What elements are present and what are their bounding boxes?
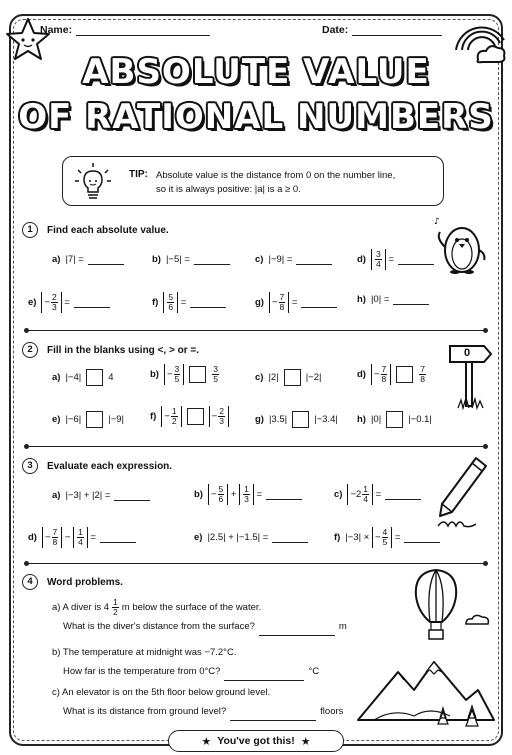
- denominator: 3: [244, 494, 249, 504]
- title-line1: ABSOLUTE VALUE: [82, 52, 430, 92]
- denominator: 5: [174, 374, 180, 384]
- numerator: 4: [382, 527, 388, 537]
- compare-box[interactable]: [86, 411, 103, 428]
- numerator: 5: [168, 292, 174, 302]
- s1-item-e: [28, 292, 110, 313]
- s2-item-d: [357, 364, 427, 385]
- numerator: 1: [113, 597, 118, 607]
- numerator: 1: [171, 406, 177, 416]
- equals: =: [394, 532, 401, 543]
- sign: −: [164, 411, 170, 422]
- hot-air-balloon-icon: [400, 566, 500, 646]
- section-divider: [26, 330, 486, 331]
- right-expr: 4: [108, 372, 114, 383]
- answer-blank[interactable]: [74, 298, 110, 308]
- sign: −: [44, 532, 51, 543]
- compare-box[interactable]: [86, 369, 103, 386]
- problem-text: m below the surface of the water.: [121, 602, 262, 613]
- problem-question: What is its distance from ground level?: [63, 706, 227, 717]
- denominator: 3: [52, 302, 57, 312]
- s1-item-b: [152, 254, 230, 265]
- item-label: f): [150, 411, 157, 422]
- section-number: 3: [22, 458, 38, 474]
- denominator: 6: [168, 302, 174, 312]
- denominator: 6: [218, 494, 224, 504]
- compare-box[interactable]: [292, 411, 309, 428]
- unit: m: [338, 621, 347, 632]
- operator: −: [64, 532, 71, 543]
- sign: −: [374, 532, 381, 543]
- unit: floors: [320, 706, 344, 717]
- left-expr: |3.5|: [268, 414, 288, 425]
- item-label: a): [52, 372, 61, 383]
- s1-item-a: [52, 254, 124, 265]
- pencil-icon: [430, 454, 492, 534]
- s3-item-f: [334, 527, 440, 548]
- section-number: 4: [22, 574, 38, 590]
- section-title: Evaluate each expression.: [47, 460, 173, 472]
- date-field[interactable]: [322, 24, 442, 36]
- s1-item-c: [255, 254, 332, 265]
- denominator: 8: [381, 374, 387, 384]
- s3-item-e: [194, 532, 308, 543]
- problem-question: What is the diver's distance from the surface?: [63, 621, 255, 632]
- item-expr: |0| =: [370, 294, 390, 305]
- denominator: 2: [171, 416, 177, 426]
- item-expr: |−3| + |2| =: [65, 490, 111, 501]
- denominator: 5: [213, 374, 218, 384]
- section-title: Word problems.: [47, 576, 123, 588]
- numerator: 1: [78, 527, 83, 537]
- name-label: Name:: [40, 24, 73, 36]
- answer-blank[interactable]: [230, 711, 316, 721]
- numerator: 7: [52, 527, 58, 537]
- section-number: 2: [22, 342, 38, 358]
- svg-text:♪: ♪: [434, 217, 440, 227]
- s2-item-g: [255, 411, 338, 428]
- answer-blank[interactable]: [272, 533, 308, 543]
- lightbulb-icon: [73, 161, 113, 203]
- s3-item-a: [52, 490, 150, 501]
- s3-item-d: [28, 527, 136, 548]
- compare-box[interactable]: [189, 366, 206, 383]
- numerator: 5: [218, 484, 224, 494]
- numerator: 3: [213, 364, 218, 374]
- name-line[interactable]: [76, 25, 210, 36]
- denominator: 8: [279, 302, 285, 312]
- item-label: a): [52, 490, 61, 501]
- item-label: g): [255, 297, 264, 308]
- tip-label: TIP:: [129, 169, 148, 180]
- item-label: g): [255, 414, 264, 425]
- problem-text: c) An elevator is on the 5th floor below ground level.: [52, 687, 271, 698]
- denominator: 5: [382, 537, 388, 547]
- unit: °C: [308, 666, 320, 677]
- numerator: 1: [363, 484, 369, 494]
- equals: =: [90, 532, 97, 543]
- compare-box[interactable]: [187, 408, 204, 425]
- equals: =: [180, 297, 187, 308]
- item-label: h): [357, 294, 366, 305]
- s2-item-b: [150, 364, 220, 385]
- item-label: f): [334, 532, 341, 543]
- left-expr: |−3| ×: [345, 532, 370, 543]
- item-label: h): [357, 414, 366, 425]
- equals: =: [388, 254, 394, 265]
- numerator: 7: [420, 364, 425, 374]
- numerator: 3: [174, 364, 180, 374]
- answer-blank[interactable]: [259, 626, 335, 636]
- answer-blank[interactable]: [224, 671, 304, 681]
- equals: =: [256, 489, 263, 500]
- answer-blank[interactable]: [88, 255, 124, 265]
- whole-number: −2: [350, 489, 362, 500]
- s3-item-b: [194, 484, 302, 505]
- answer-blank[interactable]: [393, 295, 429, 305]
- left-expr: |−4|: [65, 372, 82, 383]
- s2-item-h: [357, 411, 432, 428]
- numerator: 2: [219, 406, 224, 416]
- item-label: d): [357, 254, 366, 265]
- item-label: e): [28, 297, 37, 308]
- item-expr: |2.5| + |−1.5| =: [207, 532, 269, 543]
- sign: −: [210, 489, 217, 500]
- s2-item-e: [52, 411, 124, 428]
- answer-blank[interactable]: [100, 533, 136, 543]
- right-expr: |−2|: [305, 372, 322, 383]
- name-field[interactable]: [40, 24, 210, 36]
- problem-text: a) A diver is 4: [52, 602, 110, 613]
- item-label: e): [52, 414, 61, 425]
- sign: −: [44, 297, 51, 308]
- compare-box[interactable]: [386, 411, 403, 428]
- answer-blank[interactable]: [398, 255, 434, 265]
- s1-item-h: [357, 294, 429, 305]
- denominator: 3: [219, 416, 224, 426]
- compare-box[interactable]: [396, 366, 413, 383]
- item-label: e): [194, 532, 203, 543]
- numerator: 7: [279, 292, 285, 302]
- item-label: d): [357, 369, 366, 380]
- denominator: 2: [113, 607, 118, 617]
- s1-item-f: [152, 292, 226, 313]
- s2-item-f: [150, 406, 229, 427]
- problem-text: b) The temperature at midnight was −7.2°C.: [52, 647, 237, 658]
- numerator: 1: [244, 484, 249, 494]
- word-problem-a: [52, 598, 347, 636]
- denominator: 4: [375, 259, 381, 269]
- date-line[interactable]: [352, 25, 442, 36]
- answer-blank[interactable]: [266, 490, 302, 500]
- numerator: 2: [52, 292, 57, 302]
- left-expr: |−6|: [65, 414, 82, 425]
- operator: +: [230, 489, 237, 500]
- right-expr: |−3.4|: [314, 414, 338, 425]
- word-problem-c: [52, 683, 343, 721]
- denominator: 4: [363, 494, 369, 504]
- section-number: 1: [22, 222, 38, 238]
- footer-text: You've got this!: [217, 735, 295, 747]
- section-divider: [26, 563, 486, 564]
- left-expr: |0|: [370, 414, 382, 425]
- problem-question: How far is the temperature from 0°C?: [63, 666, 221, 677]
- sign: −: [166, 369, 173, 380]
- word-problem-b: [52, 643, 319, 681]
- right-expr: |−9|: [108, 414, 125, 425]
- s3-item-c: [334, 484, 421, 505]
- sign: −: [211, 411, 218, 422]
- item-label: c): [334, 489, 343, 500]
- item-label: b): [194, 489, 203, 500]
- s2-item-a: [52, 369, 114, 386]
- left-expr: |2|: [268, 372, 279, 383]
- penguin-icon: [432, 214, 490, 276]
- sign: −: [373, 369, 380, 380]
- denominator: 8: [420, 374, 425, 384]
- sign: −: [271, 297, 278, 308]
- answer-blank[interactable]: [114, 491, 150, 501]
- star-icon: ★: [300, 735, 311, 748]
- answer-blank[interactable]: [194, 255, 230, 265]
- compare-box[interactable]: [284, 369, 301, 386]
- item-label: b): [152, 254, 161, 265]
- right-expr: |−0.1|: [408, 414, 432, 425]
- section-title: Fill in the blanks using <, > or =.: [47, 344, 199, 356]
- tip-box: [62, 156, 444, 206]
- section-divider: [26, 446, 486, 447]
- title-line2: OF RATIONAL NUMBERS: [18, 97, 494, 137]
- s2-item-c: [255, 369, 321, 386]
- denominator: 4: [78, 537, 83, 547]
- mountains-icon: [354, 650, 496, 728]
- equals: =: [291, 297, 298, 308]
- tip-line2: so it is always positive: |a| is a ≥ 0.: [156, 184, 301, 195]
- star-icon: ★: [201, 735, 212, 748]
- numerator: 7: [381, 364, 387, 374]
- item-expr: |7| =: [65, 254, 84, 265]
- item-expr: |−9| =: [268, 254, 293, 265]
- footer-banner: [168, 730, 344, 752]
- equals: =: [375, 489, 382, 500]
- item-label: d): [28, 532, 37, 543]
- answer-blank[interactable]: [301, 298, 337, 308]
- section-title: Find each absolute value.: [47, 224, 169, 236]
- date-label: Date:: [322, 24, 349, 36]
- item-expr: |−5| =: [165, 254, 190, 265]
- item-label: a): [52, 254, 61, 265]
- answer-blank[interactable]: [404, 533, 440, 543]
- signpost-label: 0: [464, 347, 471, 359]
- item-label: f): [152, 297, 159, 308]
- answer-blank[interactable]: [385, 490, 421, 500]
- item-label: c): [255, 372, 264, 383]
- tip-text: [156, 169, 395, 197]
- answer-blank[interactable]: [296, 255, 332, 265]
- tip-line1: Absolute value is the distance from 0 on the number line,: [156, 170, 396, 181]
- equals: =: [64, 297, 70, 308]
- answer-blank[interactable]: [190, 298, 226, 308]
- s1-item-d: [357, 249, 434, 270]
- item-label: c): [255, 254, 264, 265]
- s1-item-g: [255, 292, 337, 313]
- numerator: 3: [375, 249, 381, 259]
- denominator: 8: [52, 537, 58, 547]
- item-label: b): [150, 369, 159, 380]
